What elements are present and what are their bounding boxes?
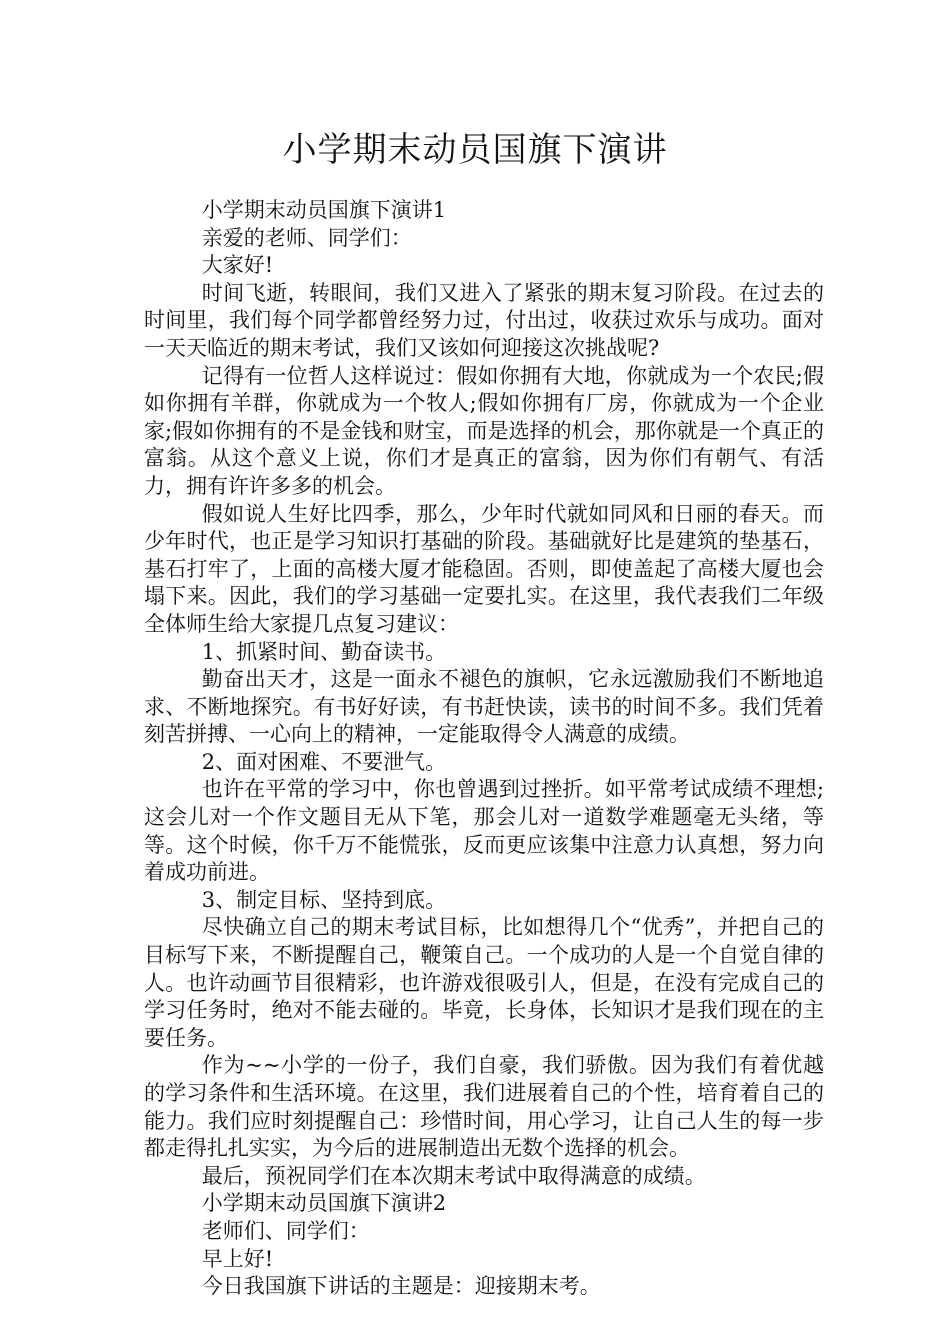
body-paragraph: 作为~~小学的一份子，我们自豪，我们骄傲。因为我们有着优越的学习条件和生活环境。在这里，我们进展着自己的个性，培育着自己的能力。我们应时刻提醒自己：珍惜时间，用心学习，让自己人生的每一步都走得扎扎实实，为今后的进展制造出无数个选择的机会。 — [144, 1053, 824, 1161]
body-paragraph: 尽快确立自己的期末考试目标，比如想得几个“优秀”，并把自己的目标写下来，不断提醒自己，鞭策自己。一个成功的人是一个自觉自律的人。也许动画节目很精彩，也许游戏很吸引人，但是，在没有完成自己的学习任务时，绝对不能去碰的。毕竟，长身体，长知识才是我们现在的主要任务。 — [144, 915, 824, 1050]
speech-2-heading: 小学期末动员国旗下演讲2 — [201, 1191, 447, 1216]
suggestion-heading-1: 1、抓紧时间、勤奋读书。 — [201, 639, 447, 664]
body-paragraph: 假如说人生好比四季，那么，少年时代就如同风和日丽的春天。而少年时代，也正是学习知识打基础的阶段。基础就好比是建筑的垫基石，基石打牢了，上面的高楼大厦才能稳固。否则，即使盖起了高楼大厦也会塌下来。因此，我们的学习基础一定要扎实。在这里，我代表我们二年级全体师生给大家提几点复习建议： — [144, 501, 824, 636]
body-paragraph: 也许在平常的学习中，你也曾遇到过挫折。如平常考试成绩不理想;这会儿对一个作文题目无从下笔，那会儿对一道数学难题毫无头绪，等等。这个时候，你千万不能慌张，反而更应该集中注意力认真想，努力向着成功前进。 — [144, 777, 824, 885]
body-paragraph: 勤奋出天才，这是一面永不褪色的旗帜，它永远激励我们不断地追求、不断地探究。有书好好读，有书赶快读，读书的时间不多。我们凭着刻苦拼搏、一心向上的精神，一定能取得令人满意的成绩。 — [144, 667, 824, 747]
document-body — [144, 197, 824, 1301]
suggestion-heading-2: 2、面对困难、不要泄气。 — [201, 749, 447, 774]
body-paragraph: 时间飞逝，转眼间，我们又进入了紧张的期末复习阶段。在过去的时间里，我们每个同学都曾经努力过，付出过，收获过欢乐与成功。面对一天天临近的期末考试，我们又该如何迎接这次挑战呢? — [144, 280, 824, 360]
greeting-hello: 大家好! — [201, 253, 274, 278]
topic-paragraph: 今日我国旗下讲话的主题是：迎接期末考。 — [201, 1274, 601, 1299]
document-title: 小学期末动员国旗下演讲 — [282, 130, 668, 170]
closing-paragraph: 最后，预祝同学们在本次期末考试中取得满意的成绩。 — [201, 1163, 706, 1188]
speech-1-heading: 小学期末动员国旗下演讲1 — [201, 198, 447, 222]
suggestion-heading-3: 3、制定目标、坚持到底。 — [201, 887, 447, 912]
greeting-salutation: 亲爱的老师、同学们： — [201, 225, 412, 250]
greeting-hello: 早上好! — [201, 1246, 274, 1271]
body-paragraph: 记得有一位哲人这样说过：假如你拥有大地，你就成为一个农民;假如你拥有羊群，你就成为一个牧人;假如你拥有厂房，你就成为一个企业家;假如你拥有的不是金钱和财宝，而是选择的机会，那你就是一个真正的富翁。从这个意义上说，你们才是真正的富翁，因为你们有朝气、有活力，拥有许许多多的机会。 — [144, 363, 824, 498]
greeting-salutation: 老师们、同学们： — [201, 1218, 370, 1243]
